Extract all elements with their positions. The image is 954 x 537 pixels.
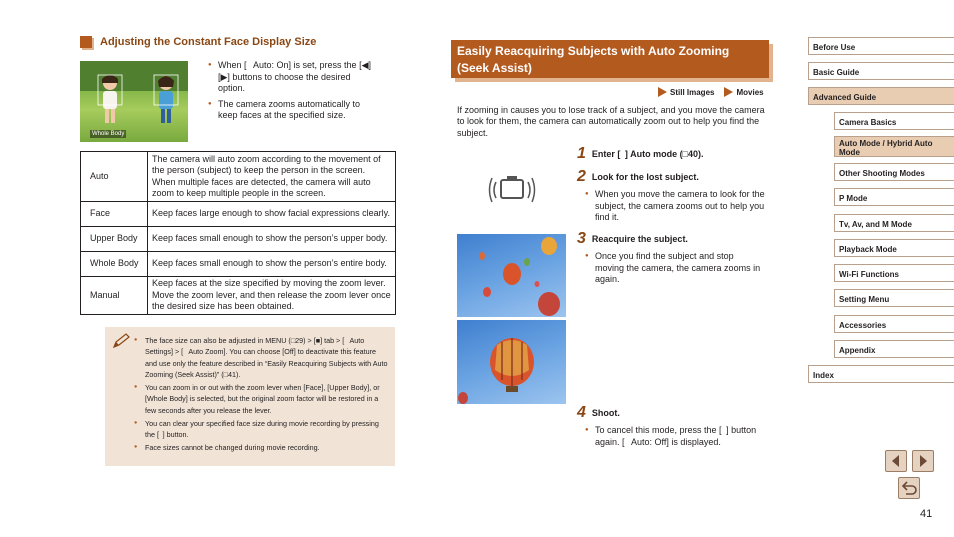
note-item: ● The face size can also be adjusted in MENU (□29) > [■] tab > [ Auto Settings] > [ Auto Zoom]. You can choose [Off] to deactivate this feature and use only the feature described in “Easily Reacquiring Subjects with Auto Zooming (Seek Assist)” (□41). [134, 335, 388, 381]
table-desc: Keep faces small enough to show the person’s upper body. [148, 227, 396, 252]
next-page-button[interactable] [912, 450, 934, 472]
table-key: Manual [81, 277, 148, 315]
nav-basic-guide[interactable]: Basic Guide [808, 62, 954, 80]
nav-before-use[interactable]: Before Use [808, 37, 954, 55]
prev-page-button[interactable] [885, 450, 907, 472]
badge-label: Movies [736, 87, 764, 97]
nav-tv-av-m-mode[interactable]: Tv, Av, and M Mode [834, 214, 954, 232]
photo-mode-tag: Whole Body [92, 131, 125, 137]
list-item: ● When [ Auto: On] is set, press the [◀][▶] buttons to choose the desired option. [208, 60, 378, 95]
list-item: ● To cancel this mode, press the [ ] button again. [ Auto: Off] is displayed. [585, 425, 770, 448]
return-button[interactable] [898, 477, 920, 499]
triangle-icon [724, 87, 733, 97]
step-label: Reacquire the subject. [591, 234, 688, 244]
step-2 [577, 168, 699, 186]
step-number: 1 [577, 145, 586, 162]
table-desc: Keep faces at the size specified by moving the zoom lever. Move the zoom lever, and then release the zoom lever once the desired size has been obtained. [148, 277, 396, 315]
camera-shake-icon [487, 170, 537, 210]
nav-other-shooting-modes[interactable]: Other Shooting Modes [834, 163, 954, 181]
table-row [81, 277, 396, 315]
page-number: 41 [920, 508, 933, 520]
nav-accessories[interactable]: Accessories [834, 315, 954, 333]
table-key: Face [81, 202, 148, 227]
balloons-zoomed-illustration [457, 320, 566, 404]
page-title-banner: Easily Reacquiring Subjects with Auto Zooming (Seek Assist) [451, 40, 769, 78]
step-4 [577, 404, 620, 422]
table-row [81, 227, 396, 252]
nav-index[interactable]: Index [808, 365, 954, 383]
nav-appendix[interactable]: Appendix [834, 340, 954, 358]
table-key: Upper Body [81, 227, 148, 252]
nav-camera-basics[interactable]: Camera Basics [834, 112, 954, 130]
table-row [81, 252, 396, 277]
note-list [134, 335, 388, 455]
section-marker-icon [80, 36, 92, 48]
note-item: ● You can zoom in or out with the zoom lever when [Face], [Upper Body], or [Whole Body] is selected, but the original zoom factor will be restored in a few seconds after you release the lever. [134, 382, 388, 416]
children-running-photo [80, 61, 188, 142]
table-key: Whole Body [81, 252, 148, 277]
return-icon [899, 478, 919, 498]
table-row [81, 152, 396, 202]
nav-auto-mode[interactable]: Auto Mode / Hybrid Auto Mode [834, 136, 954, 157]
still-images-badge [658, 87, 714, 97]
badge-label: Still Images [670, 87, 715, 97]
nav-playback-mode[interactable]: Playback Mode [834, 239, 954, 257]
table-desc: Keep faces small enough to show the person’s entire body. [148, 252, 396, 277]
nav-advanced-guide[interactable]: Advanced Guide [808, 87, 954, 105]
balloons-photo-zoomed [457, 320, 566, 404]
step-3-bullets [585, 251, 765, 290]
list-item: ● When you move the camera to look for the subject, the camera zooms out to help you find it. [585, 189, 765, 224]
step-number: 3 [577, 230, 586, 247]
note-item: ● Face sizes cannot be changed during movie recording. [134, 442, 388, 453]
note-box [105, 327, 395, 466]
table-key: Auto [81, 152, 148, 202]
chevron-right-icon [913, 451, 933, 471]
balloons-photo-wide [457, 234, 566, 317]
face-size-table [80, 151, 396, 315]
nav-setting-menu[interactable]: Setting Menu [834, 289, 954, 307]
nav-wifi-functions[interactable]: Wi-Fi Functions [834, 264, 954, 282]
mode-badges [658, 87, 764, 97]
section-heading [80, 36, 316, 48]
section-bullet-list [208, 60, 378, 126]
table-desc: Keep faces large enough to show facial expressions clearly. [148, 202, 396, 227]
table-row [81, 202, 396, 227]
balloons-wide-illustration [457, 234, 566, 317]
movies-badge [724, 87, 763, 97]
triangle-icon [658, 87, 667, 97]
note-item: ● You can clear your specified face size during movie recording by pressing the [ ] button. [134, 418, 388, 441]
nav-p-mode[interactable]: P Mode [834, 188, 954, 206]
list-item: ● The camera zooms automatically to keep faces at the specified size. [208, 99, 378, 122]
step-4-bullets [585, 425, 770, 452]
step-2-bullets [585, 189, 765, 228]
section-title: Adjusting the Constant Face Display Size [100, 36, 317, 48]
step-label: Look for the lost subject. [591, 172, 699, 182]
table-desc: The camera will auto zoom according to the movement of the person (subject) to keep the person in the screen. When multiple faces are detected, the camera will auto zoom to keep multiple people in the screen. [148, 152, 396, 202]
list-item: ● Once you find the subject and stop moving the camera, the camera zooms in again. [585, 251, 765, 286]
step-label: Shoot. [591, 408, 620, 418]
intro-paragraph: If zooming in causes you to lose track of a subject, and you move the camera to look for them, the camera can automatically zoom out to help you find the subject. [457, 105, 765, 138]
step-label: Enter [ ] Auto mode (□40). [591, 149, 704, 159]
step-number: 4 [577, 404, 586, 421]
step-1 [577, 145, 704, 163]
chevron-left-icon [886, 451, 906, 471]
pencil-icon [111, 332, 133, 350]
step-3 [577, 230, 688, 248]
step-number: 2 [577, 168, 586, 185]
